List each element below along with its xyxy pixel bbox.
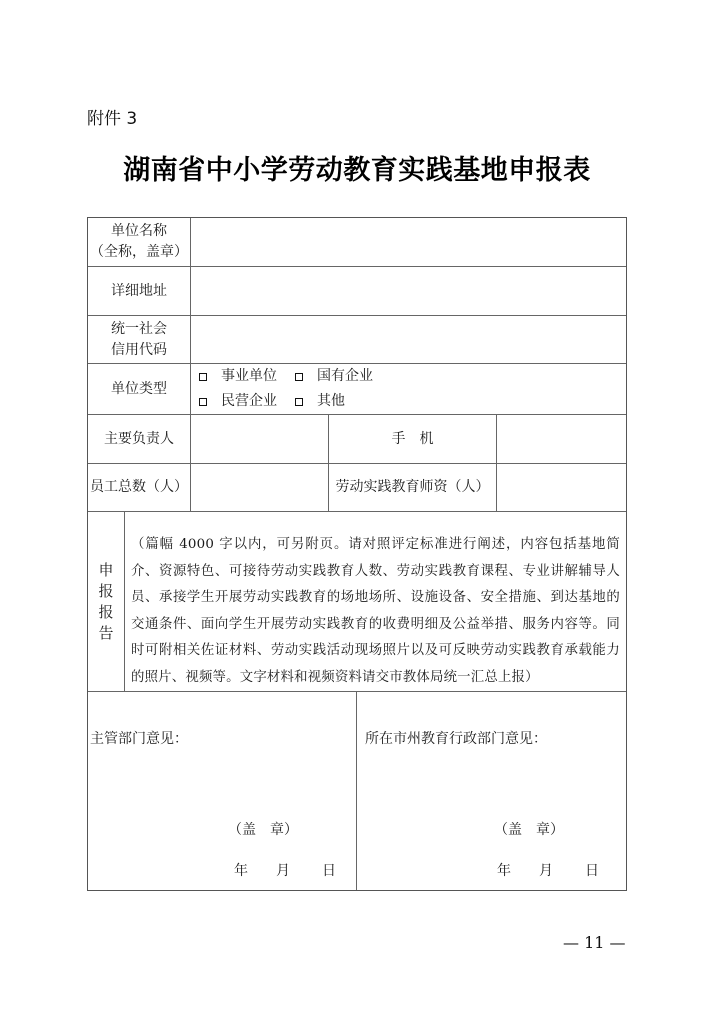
row-unit-type <box>88 364 626 415</box>
option-label: 其他 <box>317 393 345 409</box>
year-label: 年 <box>497 863 511 879</box>
city-edu-opinion-label: 所在市州教育行政部门意见： <box>365 731 547 747</box>
mobile-field[interactable] <box>497 415 626 463</box>
credit-code-label-line2: 信用代码 <box>111 341 167 358</box>
checkbox-other[interactable] <box>295 398 303 406</box>
staff-total-field[interactable] <box>191 464 329 511</box>
supervisor-seal-label: （盖 章） <box>228 822 298 838</box>
staff-total-label: 员工总数（人） <box>88 464 191 511</box>
unit-name-label <box>88 218 191 266</box>
report-label-char: 申 <box>98 560 114 579</box>
address-label: 详细地址 <box>88 267 191 315</box>
row-opinions <box>88 692 626 890</box>
city-edu-seal-label: （盖 章） <box>494 822 564 838</box>
row-credit-code <box>88 316 626 364</box>
unit-type-label: 单位类型 <box>88 364 191 414</box>
year-label: 年 <box>234 863 248 879</box>
supervisor-date <box>234 861 336 882</box>
teachers-label: 劳动实践教育师资（人） <box>329 464 497 511</box>
credit-code-label-line1: 统一社会 <box>111 320 167 337</box>
unit-name-label-line1: 单位名称 <box>111 223 167 239</box>
credit-code-field[interactable] <box>191 316 626 363</box>
report-label-char: 报 <box>98 581 114 600</box>
checkbox-state-owned[interactable] <box>295 373 303 381</box>
page-title: 湖南省中小学劳动教育实践基地申报表 <box>123 155 591 186</box>
checkbox-private-enterprise[interactable] <box>199 398 207 406</box>
city-edu-date <box>497 861 599 882</box>
row-unit-name <box>88 218 626 267</box>
principal-label: 主要负责人 <box>88 415 191 463</box>
report-field[interactable] <box>125 512 626 691</box>
supervisor-opinion-label: 主管部门意见： <box>90 731 188 747</box>
row-principal <box>88 415 626 464</box>
option-label: 民营企业 <box>221 393 277 409</box>
day-label: 日 <box>322 863 336 879</box>
month-label: 月 <box>539 863 553 879</box>
checkbox-public-institution[interactable] <box>199 373 207 381</box>
teachers-field[interactable] <box>497 464 626 511</box>
month-label: 月 <box>276 863 290 879</box>
option-label: 事业单位 <box>221 368 277 384</box>
unit-type-options <box>191 364 626 414</box>
mobile-label: 手 机 <box>329 415 497 463</box>
report-label <box>88 512 125 691</box>
row-address <box>88 267 626 316</box>
page-number: — 11 — <box>563 933 626 952</box>
report-label-char: 告 <box>98 623 114 642</box>
attachment-label: 附件 3 <box>87 109 138 129</box>
option-label: 国有企业 <box>317 368 373 384</box>
application-form-table <box>87 217 627 891</box>
day-label: 日 <box>585 863 599 879</box>
supervisor-opinion-field[interactable] <box>88 692 357 890</box>
address-field[interactable] <box>191 267 626 315</box>
unit-name-field[interactable] <box>191 218 626 266</box>
principal-field[interactable] <box>191 415 329 463</box>
row-staff <box>88 464 626 512</box>
report-instructions: （篇幅 4000 字以内，可另附页。请对照评定标准进行阐述，内容包括基地简介、资源特色、可接待劳动实践教育人数、劳动实践教育课程、专业讲解辅导人员、承接学生开展劳动实践教育的场地场所、设施设备、安全措施、到达基地的交通条件、面向学生开展劳动实践教育的收费明细及公益举措、服务内容等。同时可附相关佐证材料、劳动实践活动现场照片以及可反映劳动实践教育承载能力的照片、视频等。文字材料和视频资料请交市教体局统一汇总上报） <box>131 537 620 685</box>
city-edu-opinion-field[interactable] <box>357 692 626 890</box>
report-label-char: 报 <box>98 602 114 621</box>
unit-name-label-line2: （全称，盖章） <box>90 244 188 260</box>
row-report <box>88 512 626 692</box>
credit-code-label <box>88 316 191 363</box>
